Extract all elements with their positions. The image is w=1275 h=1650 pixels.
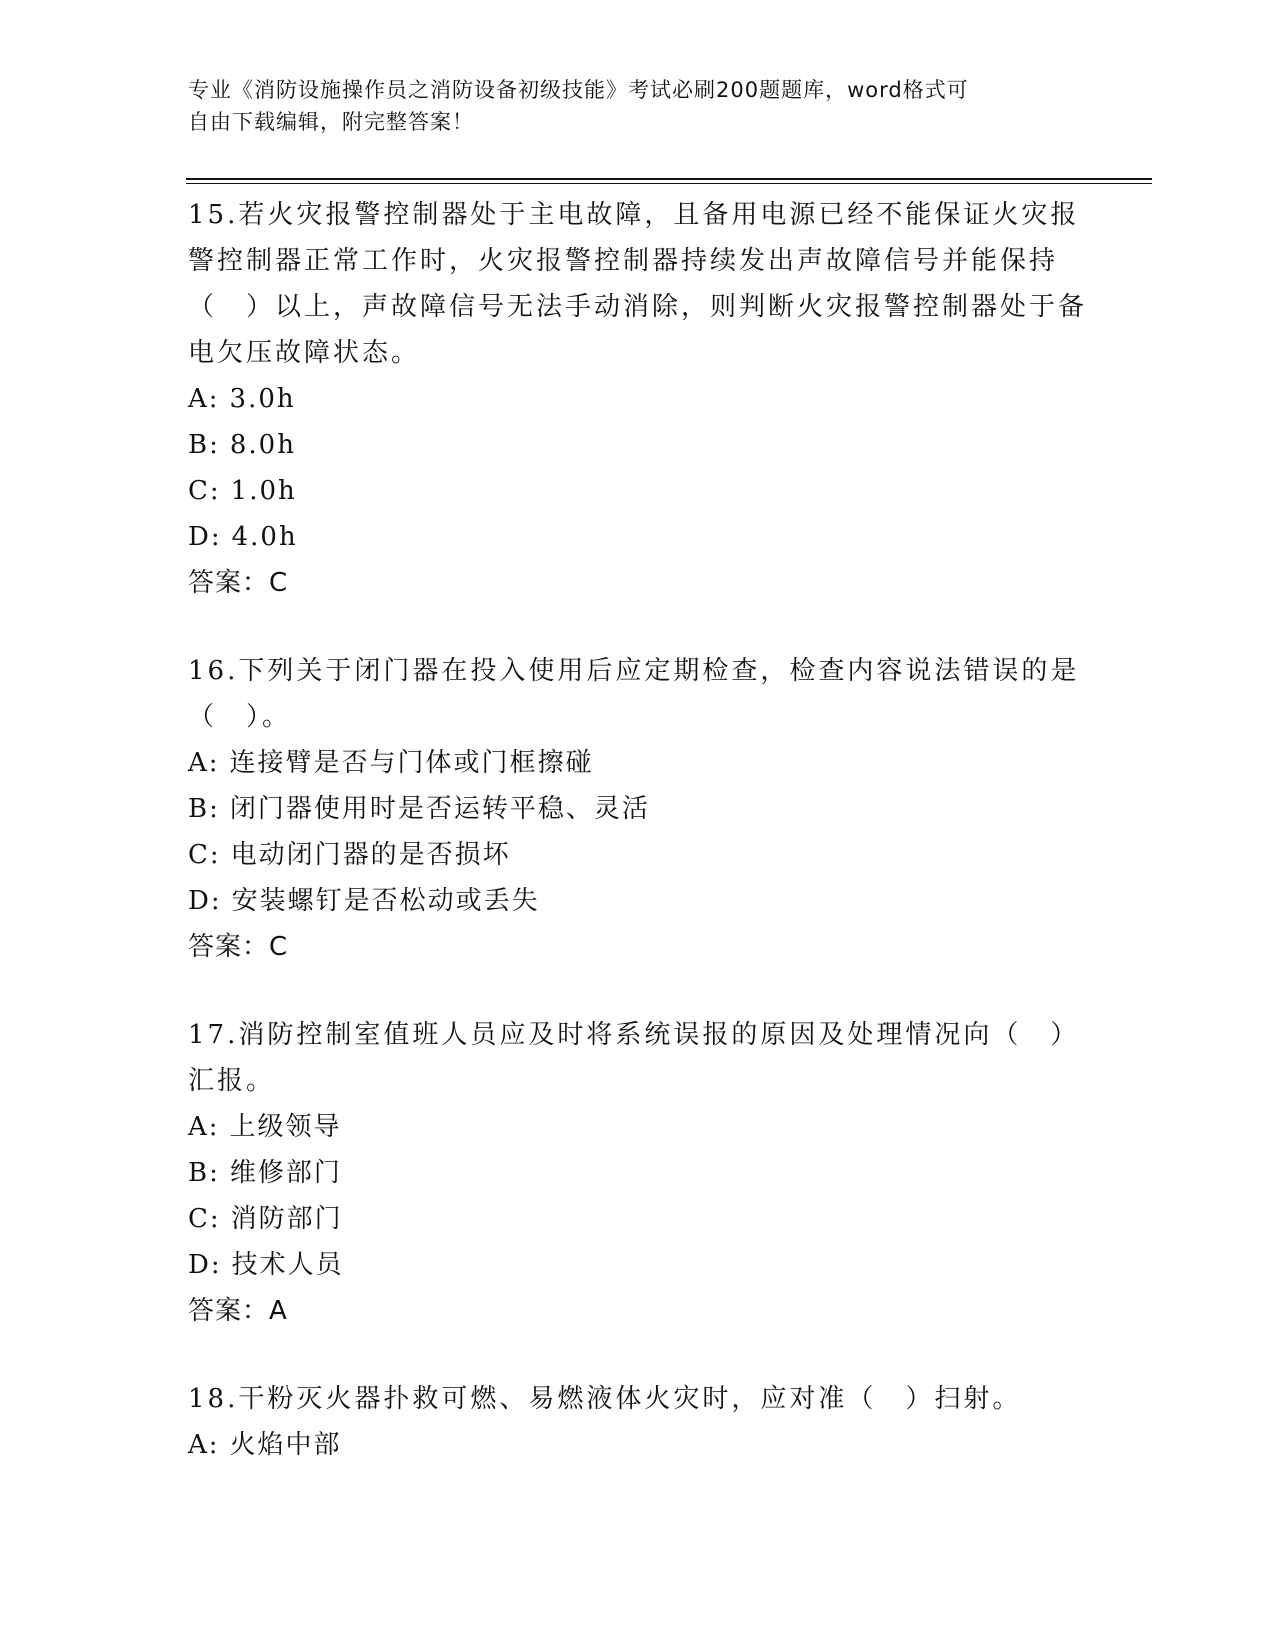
answer: 答案：C (188, 932, 289, 962)
option-label: D: (188, 522, 222, 552)
question-text: 16.下列关于闭门器在投入使用后应定期检查，检查内容说法错误的是（ ）。 (188, 656, 1080, 732)
question-text: 15.若火灾报警控制器处于主电故障，且备用电源已经不能保证火灾报警控制器正常工作时，火灾报警控制器持续发出声故障信号并能保持（ ）以上，声故障信号无法手动消除，则判断火灾报警控制器处于备电欠压故障状态。 (188, 200, 1088, 368)
option-b (188, 786, 1088, 832)
question-17 (188, 1012, 1088, 1334)
option-label: D: (188, 886, 222, 916)
option-c (188, 832, 1088, 878)
option-a (188, 740, 1088, 786)
question-18 (188, 1376, 1088, 1468)
option-d (188, 878, 1088, 924)
option-label: D: (188, 1250, 222, 1280)
option-text: 技术人员 (231, 1250, 344, 1280)
option-text: 1.0h (230, 476, 297, 506)
document-header (188, 74, 1088, 138)
header-line-1: 专业《消防设施操作员之消防设备初级技能》考试必刷200题题库，word格式可 (188, 78, 969, 102)
option-label: C: (188, 1204, 221, 1234)
option-text: 电动闭门器的是否损坏 (230, 840, 511, 870)
option-a (188, 376, 1088, 422)
option-text: 上级领导 (229, 1112, 342, 1142)
option-label: B: (188, 430, 220, 460)
option-text: 维修部门 (229, 1158, 342, 1188)
option-text: 3.0h (229, 384, 296, 414)
question-text: 18.干粉灭火器扑救可燃、易燃液体火灾时，应对准（ ）扫射。 (188, 1384, 1022, 1414)
question-text: 17.消防控制室值班人员应及时将系统误报的原因及处理情况向（ ）汇报。 (188, 1020, 1080, 1096)
option-d (188, 514, 1088, 560)
option-c (188, 1196, 1088, 1242)
option-label: A: (188, 384, 220, 414)
option-b (188, 422, 1088, 468)
option-text: 连接臂是否与门体或门框擦碰 (229, 748, 594, 778)
option-text: 闭门器使用时是否运转平稳、灵活 (229, 794, 650, 824)
option-label: C: (188, 840, 221, 870)
question-16 (188, 648, 1088, 970)
option-label: B: (188, 1158, 220, 1188)
option-a (188, 1422, 1088, 1468)
option-text: 4.0h (231, 522, 298, 552)
header-divider-thin (186, 183, 1152, 184)
option-d (188, 1242, 1088, 1288)
question-15 (188, 192, 1088, 606)
option-label: A: (188, 1430, 220, 1460)
option-text: 8.0h (229, 430, 296, 460)
answer: 答案：A (188, 1296, 288, 1326)
option-text: 消防部门 (230, 1204, 343, 1234)
option-label: B: (188, 794, 220, 824)
option-a (188, 1104, 1088, 1150)
option-text: 火焰中部 (229, 1430, 342, 1460)
option-b (188, 1150, 1088, 1196)
question-list (188, 192, 1088, 1510)
answer: 答案：C (188, 568, 289, 598)
header-line-2: 自由下载编辑，附完整答案！ (188, 110, 474, 134)
option-label: A: (188, 748, 220, 778)
header-divider-thick (186, 178, 1152, 180)
option-text: 安装螺钉是否松动或丢失 (231, 886, 540, 916)
option-c (188, 468, 1088, 514)
option-label: A: (188, 1112, 220, 1142)
option-label: C: (188, 476, 221, 506)
